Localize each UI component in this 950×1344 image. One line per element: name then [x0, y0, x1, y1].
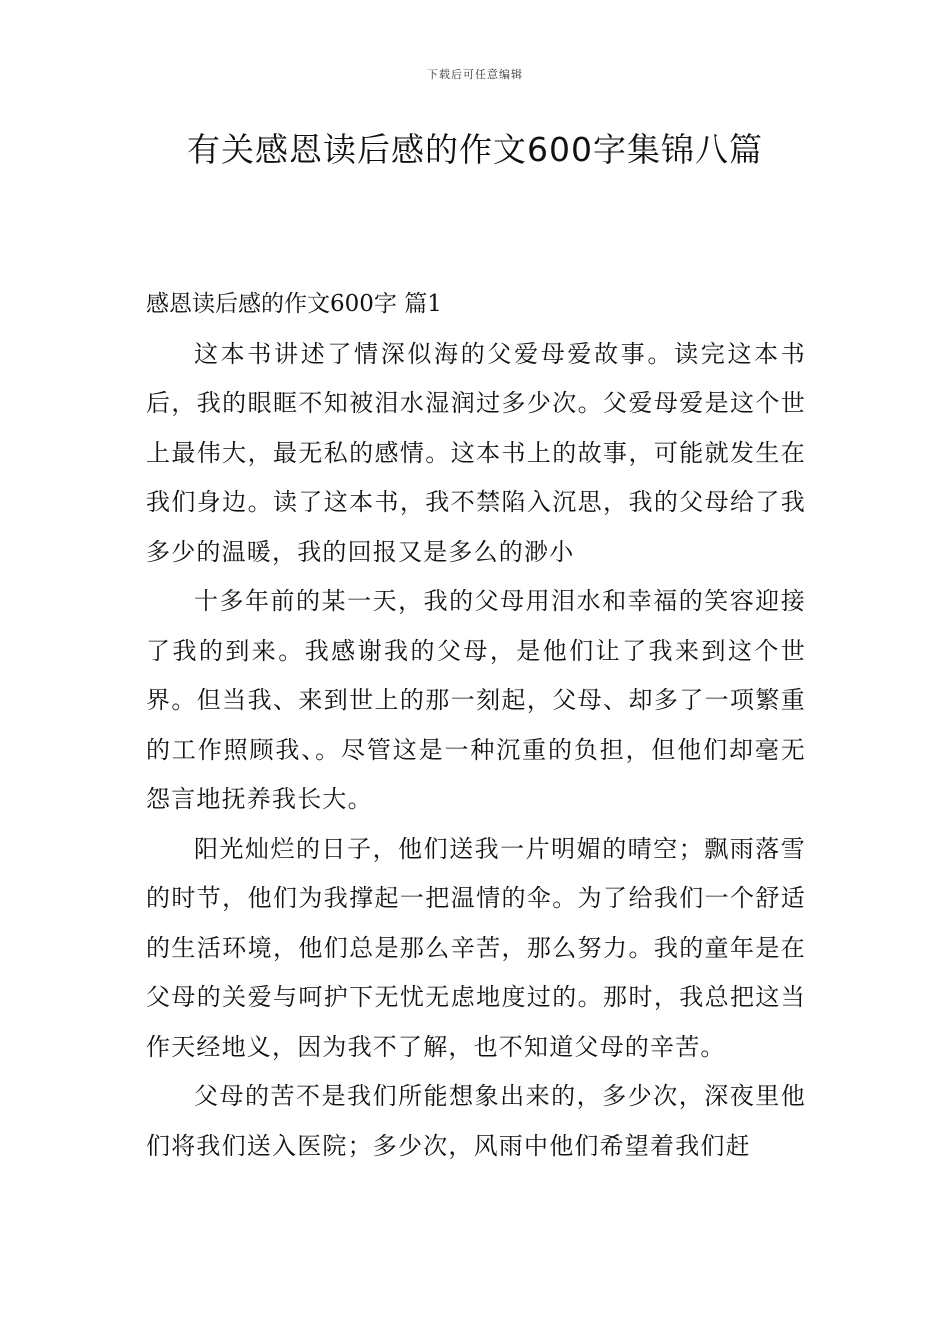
header-note: 下载后可任意编辑 [427, 68, 523, 81]
paragraph: 这本书讲述了情深似海的父爱母爱故事。读完这本书后，我的眼眶不知被泪水湿润过多少次。父爱母爱是这个世上最伟大，最无私的感情。这本书上的故事，可能就发生在我们身边。读了这本书，我不禁陷入沉思，我的父母给了我多少的温暖，我的回报又是多么的渺小 [146, 339, 806, 566]
paragraph: 父母的苦不是我们所能想象出来的，多少次，深夜里他们将我们送入医院；多少次，风雨中他们希望着我们赶 [146, 1082, 806, 1160]
paragraph: 阳光灿烂的日子，他们送我一片明媚的晴空；飘雨落雪的时节，他们为我撑起一把温情的伞。为了给我们一个舒适的生活环境，他们总是那么辛苦，那么努力。我的童年是在父母的关爱与呵护下无忧无虑地度过的。那时，我总把这当作天经地义，因为我不了解，也不知道父母的辛苦。 [146, 834, 806, 1061]
document-title: 有关感恩读后感的作文600字集锦八篇 [187, 130, 763, 169]
section-heading: 感恩读后感的作文600字 篇1 [146, 291, 442, 317]
document-body [146, 280, 806, 1171]
paragraph: 十多年前的某一天，我的父母用泪水和幸福的笑容迎接了我的到来。我感谢我的父母，是他们让了我来到这个世界。但当我、来到世上的那一刻起，父母、却多了一项繁重的工作照顾我、。尽管这是一种沉重的负担，但他们却毫无怨言地抚养我长大。 [146, 587, 806, 813]
